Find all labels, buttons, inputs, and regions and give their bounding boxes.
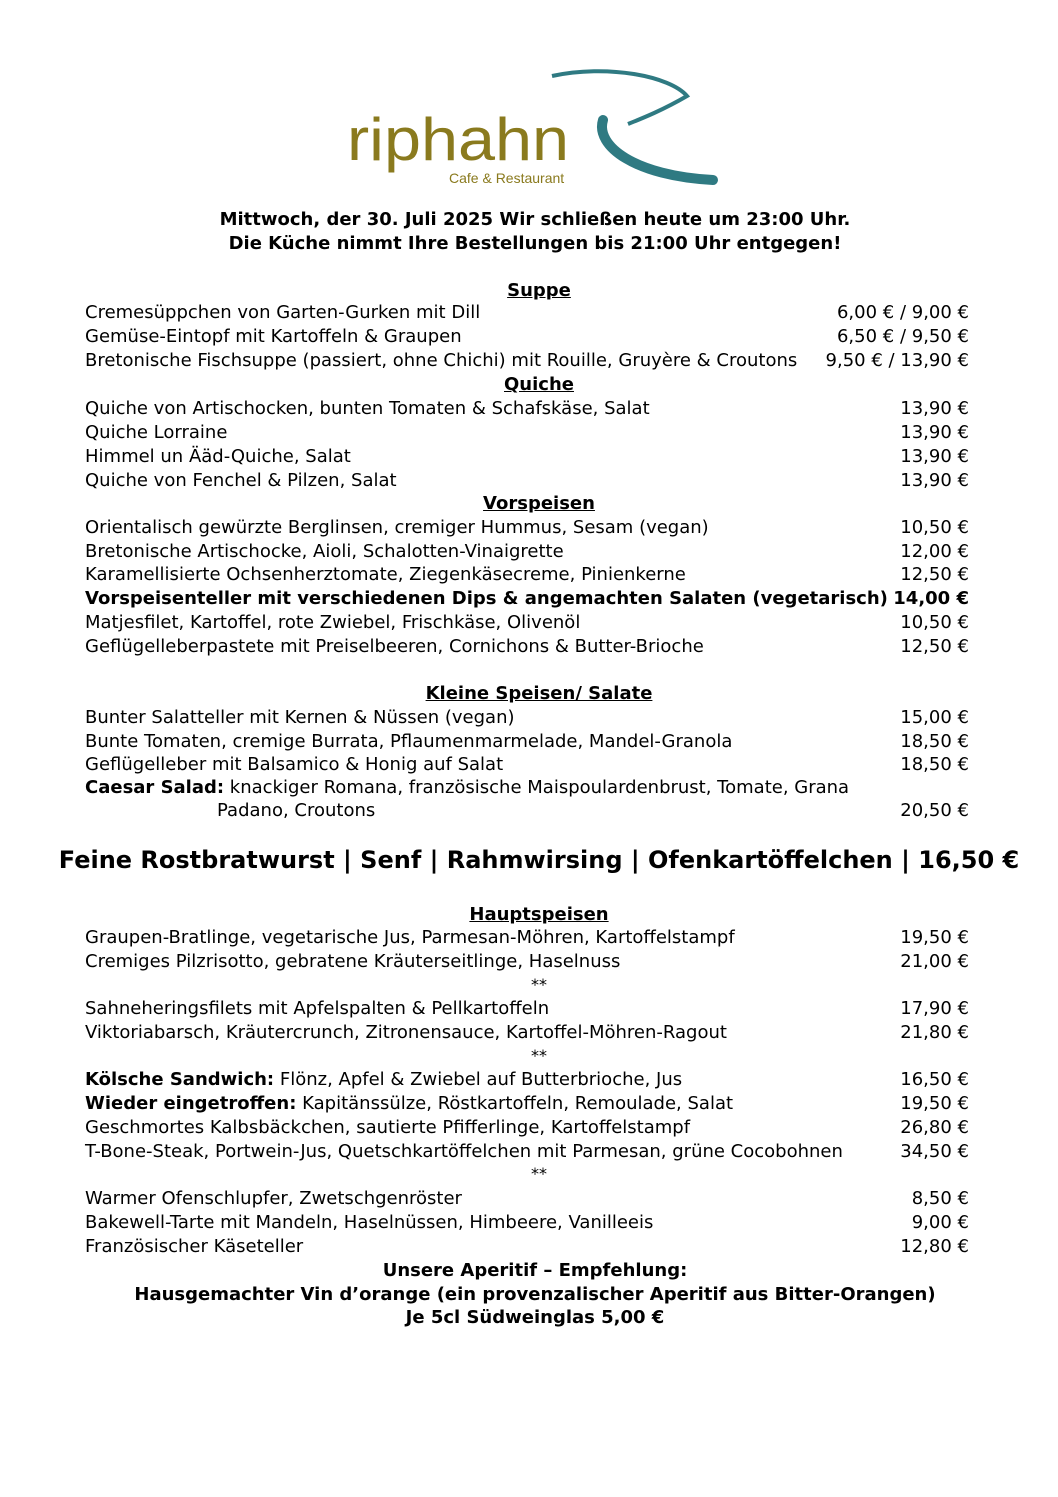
item-price: 16,50 € <box>900 1069 969 1090</box>
item-price: 13,90 € <box>900 398 969 419</box>
section-title-quiche: Quiche <box>504 374 574 395</box>
menu-item <box>85 1236 969 1257</box>
item-price: 6,00 € / 9,00 € <box>836 302 969 323</box>
item-price: 10,50 € <box>900 517 969 538</box>
item-price: 21,00 € <box>900 951 969 972</box>
menu-item <box>85 754 969 775</box>
item-name: Quiche von Artischocken, bunten Tomaten & Schafskäse, Salat <box>85 398 650 419</box>
item-name: Flönz, Apfel & Zwiebel auf Butterbrioche, Jus <box>274 1069 683 1090</box>
menu-item <box>85 470 969 491</box>
item-price: 19,50 € <box>900 927 969 948</box>
swoosh-tail <box>602 120 713 180</box>
item-name: Bretonische Artischocke, Aioli, Schalotten-Vinaigrette <box>85 541 564 562</box>
riphahn-logo <box>345 68 725 193</box>
menu-item <box>85 517 969 538</box>
item-name: Französischer Käseteller <box>85 1236 304 1257</box>
item-name: Geschmortes Kalbsbäckchen, sautierte Pfifferlinge, Kartoffelstampf <box>85 1117 691 1138</box>
menu-item <box>85 998 969 1019</box>
item-name: Sahneheringsfilets mit Apfelspalten & Pellkartoffeln <box>85 998 550 1019</box>
menu-item <box>85 951 969 972</box>
item-name: Geflügelleber mit Balsamico & Honig auf Salat <box>85 754 504 775</box>
menu-item <box>85 350 969 371</box>
item-name: Geflügelleberpastete mit Preiselbeeren, Cornichons & Butter-Brioche <box>85 636 704 657</box>
menu-item <box>85 564 969 585</box>
item-price: 13,90 € <box>900 422 969 443</box>
swoosh-arc <box>552 71 687 124</box>
separator: ** <box>531 975 547 994</box>
brand-tagline: Cafe & Restaurant <box>449 170 565 186</box>
menu-item <box>85 612 969 633</box>
aperitif-price: Je 5cl Südweinglas 5,00 € <box>405 1307 665 1328</box>
item-price: 12,50 € <box>900 564 969 585</box>
menu-item <box>85 1141 969 1162</box>
item-name: Quiche Lorraine <box>85 422 228 443</box>
item-price: 13,90 € <box>900 446 969 467</box>
item-name-continued: Padano, Croutons <box>217 800 376 821</box>
item-price: 17,90 € <box>900 998 969 1019</box>
item-name: Kapitänssülze, Röstkartoffeln, Remoulade, Salat <box>296 1093 734 1114</box>
item-label: Kölsche Sandwich: <box>85 1069 275 1090</box>
brand-name: riphahn <box>347 106 569 173</box>
item-name: T-Bone-Steak, Portwein-Jus, Quetschkartöffelchen mit Parmesan, grüne Cocobohnen <box>85 1141 843 1162</box>
menu-item <box>85 1117 969 1138</box>
item-price: 12,50 € <box>900 636 969 657</box>
item-price: 15,00 € <box>900 707 969 728</box>
item-price: 14,00 € <box>893 588 969 609</box>
item-label: Wieder eingetroffen: <box>85 1093 297 1114</box>
item-price: 12,80 € <box>900 1236 969 1257</box>
item-name: Bunter Salatteller mit Kernen & Nüssen (vegan) <box>85 707 515 728</box>
item-name: Bunte Tomaten, cremige Burrata, Pflaumenmarmelade, Mandel-Granola <box>85 731 733 752</box>
item-price: 12,00 € <box>900 541 969 562</box>
caesar-line-1 <box>85 777 969 798</box>
item-price: 9,00 € <box>911 1212 969 1233</box>
menu-item <box>85 927 969 948</box>
item-name: Quiche von Fenchel & Pilzen, Salat <box>85 470 397 491</box>
item-name: Warmer Ofenschlupfer, Zwetschgenröster <box>85 1188 462 1209</box>
item-name: Orientalisch gewürzte Berglinsen, cremiger Hummus, Sesam (vegan) <box>85 517 709 538</box>
item-name: Bretonische Fischsuppe (passiert, ohne Chichi) mit Rouille, Gruyère & Croutons <box>85 350 798 371</box>
item-name-wrap <box>85 1093 900 1114</box>
item-name: Cremiges Pilzrisotto, gebratene Kräuterseitlinge, Haselnuss <box>85 951 621 972</box>
item-name: Himmel un Ääd-Quiche, Salat <box>85 446 351 467</box>
menu-item <box>85 731 969 752</box>
section-title-hauptspeisen: Hauptspeisen <box>469 904 609 925</box>
menu-item-highlight <box>85 588 969 609</box>
item-price: 18,50 € <box>900 754 969 775</box>
caesar-line-2 <box>85 800 969 821</box>
item-name: Viktoriabarsch, Kräutercrunch, Zitronensauce, Kartoffel-Möhren-Ragout <box>85 1022 727 1043</box>
item-price: 19,50 € <box>900 1093 969 1114</box>
item-name: Graupen-Bratlinge, vegetarische Jus, Parmesan-Möhren, Kartoffelstampf <box>85 927 735 948</box>
menu-item <box>85 541 969 562</box>
menu-item <box>85 422 969 443</box>
section-title-suppe: Suppe <box>507 280 571 301</box>
menu-item <box>85 326 969 347</box>
item-price: 21,80 € <box>900 1022 969 1043</box>
menu-item <box>85 398 969 419</box>
item-price: 9,50 € / 13,90 € <box>825 350 969 371</box>
item-name: knackiger Romana, französische Maispoulardenbrust, Tomate, Grana <box>224 777 850 798</box>
item-label: Caesar Salad: <box>85 777 225 798</box>
item-price: 6,50 € / 9,50 € <box>836 326 969 347</box>
separator: ** <box>531 1046 547 1065</box>
menu-item <box>85 1022 969 1043</box>
item-price: 8,50 € <box>911 1188 969 1209</box>
daily-special: Feine Rostbratwurst | Senf | Rahmwirsing | Ofenkartöffelchen | 16,50 € <box>58 846 1020 874</box>
item-price: 10,50 € <box>900 612 969 633</box>
menu-item <box>85 1212 969 1233</box>
item-name: Vorspeisenteller mit verschiedenen Dips & angemachten Salaten (vegetarisch) <box>85 588 888 609</box>
menu-item <box>85 1188 969 1209</box>
closing-notice: Mittwoch, der 30. Juli 2025 Wir schließen heute um 23:00 Uhr. <box>219 209 851 230</box>
item-price: 26,80 € <box>900 1117 969 1138</box>
menu-item <box>85 1093 969 1114</box>
item-price: 13,90 € <box>900 470 969 491</box>
menu-item <box>85 1069 969 1090</box>
item-name: Karamellisierte Ochsenherztomate, Ziegenkäsecreme, Pinienkerne <box>85 564 686 585</box>
separator: ** <box>531 1164 547 1183</box>
item-name: Cremesüppchen von Garten-Gurken mit Dill <box>85 302 481 323</box>
item-price: 34,50 € <box>900 1141 969 1162</box>
item-price: 18,50 € <box>900 731 969 752</box>
item-name-wrap <box>85 1069 900 1090</box>
aperitif-description: Hausgemachter Vin d’orange (ein provenzalischer Aperitif aus Bitter-Orangen) <box>134 1284 936 1305</box>
section-title-kleine-speisen: Kleine Speisen/ Salate <box>425 683 653 704</box>
item-price: 20,50 € <box>900 800 969 821</box>
menu-item <box>85 446 969 467</box>
item-name: Matjesfilet, Kartoffel, rote Zwiebel, Frischkäse, Olivenöl <box>85 612 581 633</box>
aperitif-heading: Unsere Aperitif – Empfehlung: <box>382 1260 688 1281</box>
menu-item-caesar-salad <box>85 777 969 821</box>
kitchen-notice: Die Küche nimmt Ihre Bestellungen bis 21:00 Uhr entgegen! <box>228 233 842 254</box>
item-name: Gemüse-Eintopf mit Kartoffeln & Graupen <box>85 326 462 347</box>
menu-item <box>85 302 969 323</box>
menu-item <box>85 636 969 657</box>
menu-item <box>85 707 969 728</box>
section-title-vorspeisen: Vorspeisen <box>483 493 595 514</box>
item-name: Bakewell-Tarte mit Mandeln, Haselnüssen, Himbeere, Vanilleeis <box>85 1212 654 1233</box>
